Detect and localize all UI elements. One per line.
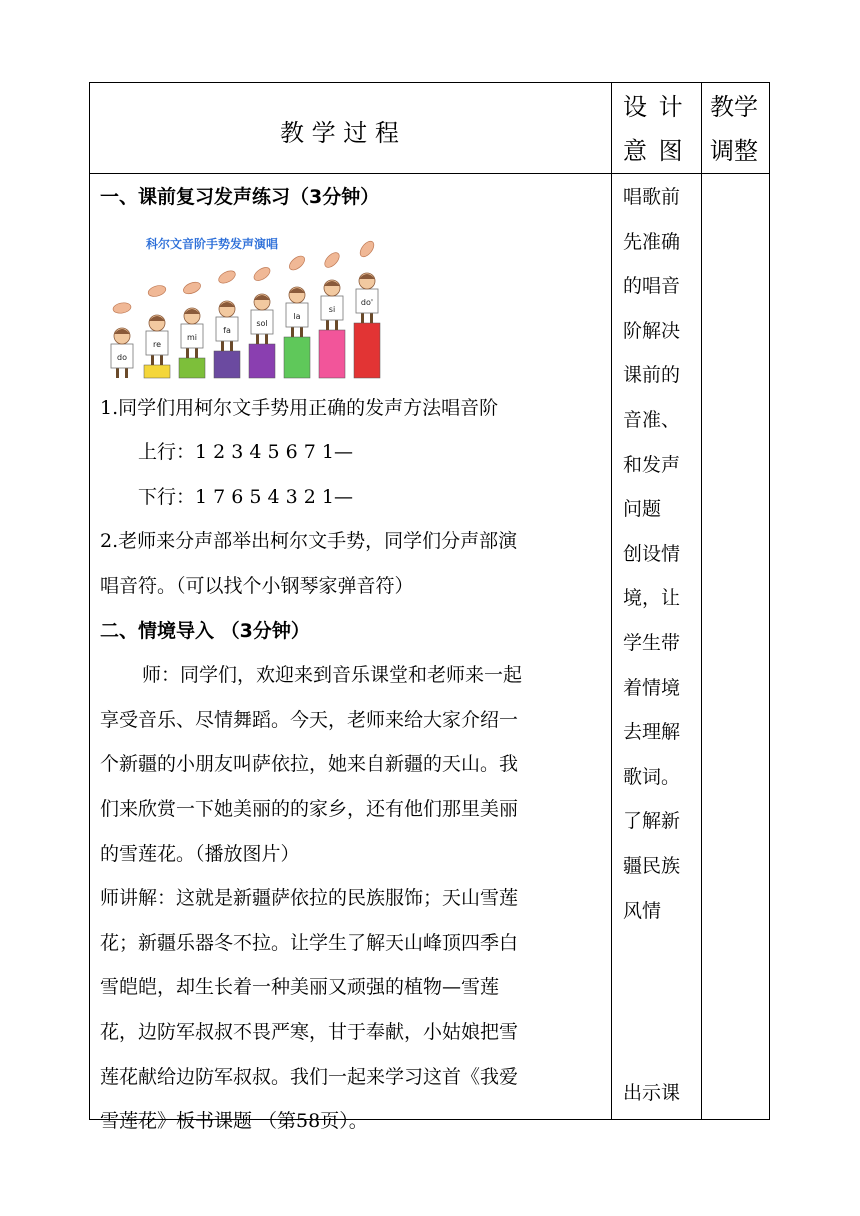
intent-line: 创设情: [623, 542, 681, 565]
solfege-label: do: [117, 352, 127, 362]
ascending-scale: 上行：1 2 3 4 5 6 7 1—: [138, 441, 353, 464]
intent-line: 课前的: [623, 364, 681, 387]
intent-line: 问题: [623, 498, 662, 521]
figure-leg: [265, 334, 268, 344]
figure-leg: [256, 334, 259, 344]
intent-line: 疆民族: [623, 854, 681, 877]
design-intent-content: [623, 175, 695, 933]
hand-sign: [112, 301, 131, 314]
intent-line: 音准、: [623, 408, 681, 431]
figure-leg: [300, 327, 303, 337]
hand-sign: [182, 280, 202, 296]
image-caption: 科尔文音阶手势发声演唱: [146, 236, 279, 251]
solfege-label: mi: [186, 332, 198, 342]
descending-scale: 下行：1 7 6 5 4 3 2 1—: [138, 485, 353, 508]
figure-leg: [160, 355, 163, 365]
figure-leg: [291, 327, 294, 337]
solfege-label: re: [152, 339, 162, 349]
solfege-label: fa: [223, 325, 231, 335]
hand-sign: [358, 238, 377, 258]
header-design-line1: 设 计: [623, 93, 685, 121]
section2-line: 雪皑皑，却生长着一种美丽又顽强的植物—雪莲: [100, 976, 500, 999]
section2-line: 的雪莲花。（播放图片）: [100, 842, 300, 865]
step-bar: [144, 365, 170, 378]
solfege-figure-graphic: [100, 228, 392, 380]
intent-line: 歌词。: [623, 765, 681, 788]
figure-leg: [326, 320, 329, 330]
section2-line: 莲花献给边防军叔叔。我们一起来学习这首《我爱: [100, 1065, 519, 1088]
figure-leg: [195, 348, 198, 358]
intent-line: 学生带: [623, 631, 681, 654]
section2-line: 雪莲花》板书课题 （第58页）。: [100, 1110, 368, 1133]
process-content: [100, 175, 620, 1144]
section2-line: 师：同学们，欢迎来到音乐课堂和老师来一起: [142, 664, 523, 687]
intent-line: 了解新: [623, 810, 681, 833]
section2-title: 二、情境导入 （3分钟）: [100, 619, 310, 642]
hand-sign: [147, 283, 167, 298]
curwen-hand-sign-image: [100, 228, 392, 380]
header-adjust-line1: 教学: [710, 93, 758, 121]
figure-leg: [335, 320, 338, 330]
intent-line: 先准确: [623, 230, 681, 253]
intent-line: 去理解: [623, 721, 681, 744]
section2-line: 个新疆的小朋友叫萨依拉，她来自新疆的天山。我: [100, 753, 519, 776]
intent-line: 和发声: [623, 453, 681, 476]
item2-line2: 唱音符。（可以找个小钢琴家弹音符）: [100, 574, 414, 597]
item2-line1: 2.老师来分声部举出柯尔文手势，同学们分声部演: [100, 530, 518, 553]
figure-leg: [186, 348, 189, 358]
header-design-line2: 意 图: [623, 137, 685, 165]
step-bar: [354, 323, 380, 378]
step-bar: [284, 337, 310, 378]
section2-line: 师讲解：这就是新疆萨依拉的民族服饰；天山雪莲: [100, 887, 519, 910]
section2-line: 们来欣赏一下她美丽的的家乡，还有他们那里美丽: [100, 797, 519, 820]
intent-line: 唱歌前: [623, 186, 681, 208]
figure-leg: [151, 355, 154, 365]
solfege-label: do': [360, 297, 374, 307]
intent-line: 的唱音: [623, 275, 681, 298]
section2-line: 享受音乐、尽情舞蹈。今天，老师来给大家介绍一: [100, 708, 519, 731]
step-bar: [319, 330, 345, 378]
section2-line: 花；新疆乐器冬不拉。让学生了解天山峰顶四季白: [100, 931, 519, 954]
figure-leg: [125, 368, 128, 378]
hand-sign: [252, 264, 273, 282]
intent-line: 境，让: [623, 587, 681, 610]
hand-sign: [287, 253, 307, 272]
header-divider: [90, 173, 769, 174]
intent-line: 着情境: [623, 676, 681, 699]
header-adjust-line2: 调整: [710, 137, 758, 165]
step-bar: [179, 358, 205, 378]
section2-line: 花，边防军叔叔不畏严寒，甘于奉献，小姑娘把雪: [100, 1020, 519, 1043]
intent-line: 风情: [623, 899, 662, 922]
section1-title: 一、课前复习发声练习（3分钟）: [100, 186, 380, 208]
header-process: 教 学 过 程: [280, 119, 399, 147]
figure-leg: [221, 341, 224, 351]
solfege-label: si: [328, 304, 336, 314]
intent-last-line: 出示课: [623, 1082, 681, 1104]
figure-leg: [116, 368, 119, 378]
solfege-label: la: [293, 311, 301, 321]
lesson-table: [89, 82, 770, 1133]
step-bar: [249, 344, 275, 378]
figure-leg: [230, 341, 233, 351]
hand-sign: [322, 250, 342, 270]
figure-leg: [370, 313, 373, 323]
column-divider: [701, 83, 702, 1119]
solfege-label: sol: [256, 318, 268, 328]
figure-leg: [361, 313, 364, 323]
step-bar: [214, 351, 240, 378]
intent-line: 阶解决: [623, 319, 681, 342]
hand-sign: [217, 268, 238, 285]
item1-text: 1.同学们用柯尔文手势用正确的发声方法唱音阶: [100, 396, 499, 419]
